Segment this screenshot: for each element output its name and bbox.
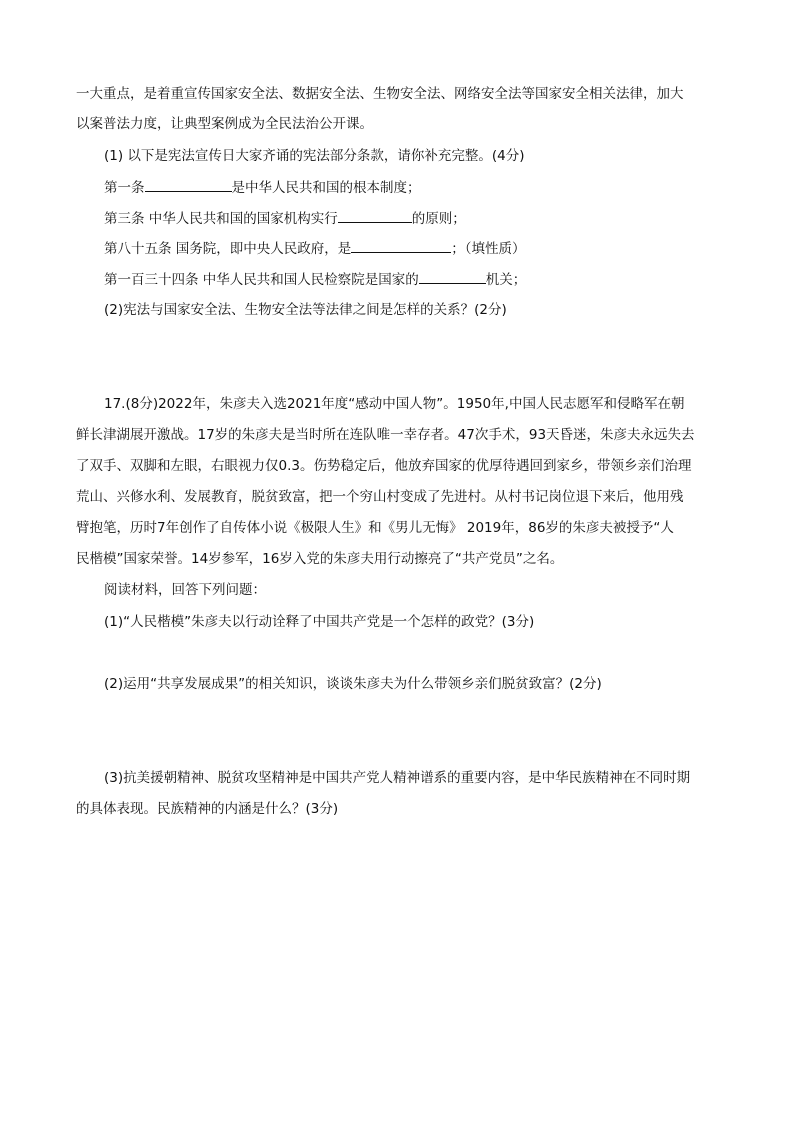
q17-part1: (1)“人民楷模”朱彦夫以行动诠释了中国共产党是一个怎样的政党？(3分) [104, 614, 535, 630]
q17-part3-line-2: 的具体表现。民族精神的内涵是什么？(3分) [76, 801, 339, 817]
article-3-prefix: 第三条 中华人民共和国的国家机构实行 [104, 211, 338, 227]
q17-material-line-3: 了双手、双脚和左眼，右眼视力仅0.3。伤势稳定后，他放弃国家的优厚待遇回到家乡，带领乡亲们治理 [76, 458, 692, 474]
article-85 [104, 238, 526, 259]
q17-material-line-6: 民楷模”国家荣誉。14岁参军，16岁入党的朱彦夫用行动擦亮了“共产党员”之名。 [76, 551, 564, 567]
article-134 [104, 269, 526, 290]
q17-material-line-5: 臂抱笔，历时7年创作了自传体小说《极限人生》和《男儿无悔》 2019年，86岁的朱彦夫被授予“人 [76, 520, 674, 536]
article-3 [104, 208, 466, 229]
article-1-suffix: 是中华人民共和国的根本制度； [231, 180, 421, 196]
q17-material-line-2: 鲜长津湖展开激战。17岁的朱彦夫是当时所在连队唯一幸存者。47次手术，93天昏迷，朱彦夫永远失去 [76, 427, 695, 443]
q16-part1-prompt: (1) 以下是宪法宣传日大家齐诵的宪法部分条款，请你补充完整。(4分) [104, 148, 525, 164]
article-85-blank[interactable] [351, 238, 451, 253]
article-134-suffix: 机关； [485, 272, 527, 288]
q17-instruction: 阅读材料，回答下列问题： [104, 582, 266, 598]
article-85-prefix: 第八十五条 国务院，即中央人民政府，是 [104, 241, 352, 257]
q16-part2-prompt: (2)宪法与国家安全法、生物安全法等法律之间是怎样的关系？(2分) [104, 302, 507, 318]
q17-part3-line-1: (3)抗美援朝精神、脱贫攻坚精神是中国共产党人精神谱系的重要内容，是中华民族精神在不同时期 [104, 770, 691, 786]
q17-material-line-1: 17.(8分)2022年，朱彦夫入选2021年度“感动中国人物”。1950年,中国人民志愿军和侵略军在朝 [104, 396, 685, 412]
article-85-suffix: ；（填性质） [451, 241, 526, 257]
article-1-blank[interactable] [145, 177, 232, 192]
article-1-prefix: 第一条 [104, 180, 145, 196]
article-134-blank[interactable] [419, 269, 486, 284]
article-1 [104, 177, 421, 198]
article-3-suffix: 的原则； [411, 211, 466, 227]
q17-part2: (2)运用“共享发展成果”的相关知识，谈谈朱彦夫为什么带领乡亲们脱贫致富？(2分) [104, 676, 602, 692]
intro-line-1: 一大重点，是着重宣传国家安全法、数据安全法、生物安全法、网络安全法等国家安全相关法律，加大 [76, 86, 684, 102]
article-3-blank[interactable] [338, 208, 412, 223]
intro-line-2: 以案普法力度，让典型案例成为全民法治公开课。 [76, 116, 373, 132]
article-134-prefix: 第一百三十四条 中华人民共和国人民检察院是国家的 [104, 272, 419, 288]
q17-material-line-4: 荒山、兴修水利、发展教育，脱贫致富，把一个穷山村变成了先进村。从村书记岗位退下来后，他用残 [76, 489, 684, 505]
